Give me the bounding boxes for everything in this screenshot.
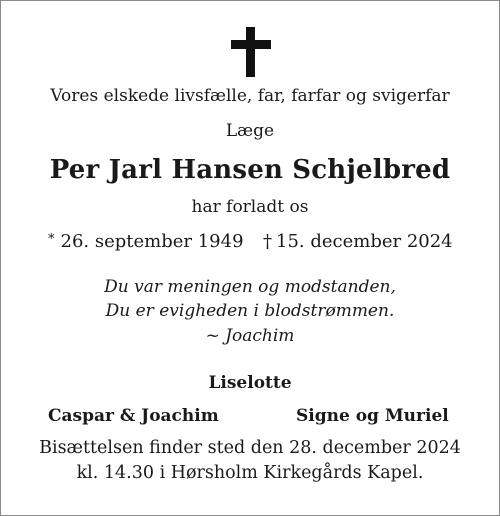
professional-title: Læge — [225, 121, 275, 141]
asterisk-icon: * — [48, 232, 55, 247]
survivor-primary: Liselotte — [208, 373, 292, 393]
birth-date-group — [48, 231, 244, 252]
poem-attribution: ~ Joachim — [205, 326, 295, 346]
deceased-name: Per Jarl Hansen Schjelbred — [49, 155, 451, 185]
intro-text: Vores elskede livsfælle, far, farfar og svigerfar — [50, 86, 450, 106]
poem-line: Du var meningen og modstanden, — [104, 277, 396, 297]
death-date: 15. december 2024 — [276, 231, 453, 252]
funeral-info-line: kl. 14.30 i Hørsholm Kirkegårds Kapel. — [76, 463, 424, 483]
departed-text: har forladt os — [191, 197, 309, 217]
survivor-pair: Signe og Muriel — [296, 406, 449, 426]
survivor-pair: Caspar & Joachim — [48, 406, 219, 426]
poem-line: Du er evigheden i blodstrømmen. — [105, 301, 395, 321]
funeral-info-line: Bisættelsen finder sted den 28. december 2024 — [39, 438, 461, 458]
latin-cross-icon — [231, 27, 271, 77]
birth-date: 26. september 1949 — [60, 231, 244, 252]
death-date-group — [263, 231, 453, 252]
dagger-icon: † — [263, 231, 272, 252]
